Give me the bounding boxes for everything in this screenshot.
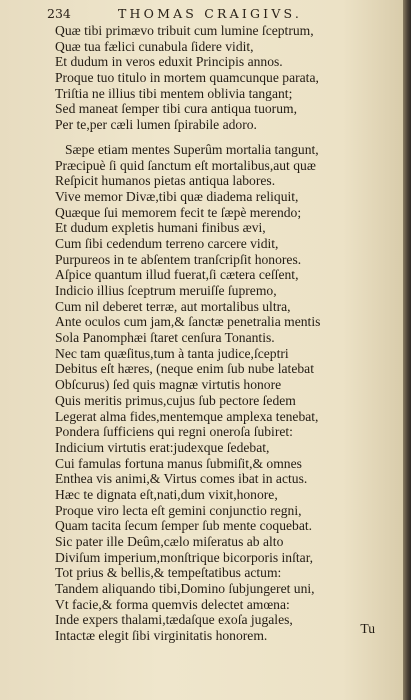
verse-line: Tandem aliquando tibi,Domino ſubjungeret uni, (55, 581, 315, 597)
verse-line: Proque tuo titulo in mortem quamcunque parata, (55, 70, 319, 86)
verse-line: Reſpicit humanos pietas antiqua labores. (55, 173, 276, 189)
verse-line: Sola Panomphæi ſtaret cenſura Tonantis. (55, 330, 275, 346)
verse-line: Hæc te dignata eſt,nati,dum vixit,honore, (55, 486, 278, 502)
book-edge-shadow (403, 0, 411, 700)
verse-line: Cum nil deberet terræ, aut mortalibus ultra, (55, 298, 291, 314)
poem-text (55, 23, 320, 644)
page-number: 234 (47, 6, 71, 21)
verse-line: Ante oculos cum jam,& ſanctæ penetralia mentis (55, 314, 321, 330)
verse-line: Sic pater ille Deûm,cælo miſeratus ab alto (55, 534, 284, 549)
verse-line: Enthea vis animi,& Virtus comes ibat in actus. (55, 471, 308, 487)
verse-line: Et dudum in veros eduxit Principis annos. (55, 54, 283, 70)
verse-line: Quam tacita ſecum ſemper ſub mente coquebat. (55, 518, 313, 534)
verse-line: Quæ tibi primævo tribuit cum lumine ſceptrum, (55, 23, 314, 38)
verse-line: Obſcurus) ſed quis magnæ virtutis honore (55, 377, 282, 393)
verse-line: Indicium virtutis erat:judexque ſedebat, (55, 439, 270, 455)
verse-line: Præcipuè ſi quid ſanctum eſt mortalibus,aut quæ (55, 157, 316, 173)
page-header (0, 4, 403, 22)
verse-line: Quæ tua fælici cunabula ſidere vidit, (55, 38, 254, 54)
verse-line: Cui famulas fortuna manus ſubmiſit,& omnes (55, 455, 302, 471)
verse-line: Nec tam quæſitus,tum à tanta judice,ſceptri (55, 345, 289, 361)
verse-line: Quis meritis primus,cujus ſub pectore ſedem (55, 392, 296, 408)
stanza-break (55, 133, 320, 142)
verse-line: Debitus eſt hæres, (neque enim ſub nube latebat (55, 361, 314, 377)
verse-line: Purpureos in te abſentem tranſcripſit honores. (55, 251, 302, 267)
verse-line: Quæque ſui memorem fecit te ſæpè merendo; (55, 204, 302, 220)
verse-line: Pondera ſufficiens qui regni oneroſa ſubiret: (55, 424, 293, 440)
verse-line: Sed maneat ſemper tibi cura antiqua tuorum, (55, 101, 297, 117)
verse-line: Vive memor Divæ,tibi quæ diadema reliquit, (55, 188, 299, 204)
running-head: THOMAS CRAIGIVS. (118, 6, 303, 21)
verse-line: Vt facie,& forma quemvis delectet amœna: (55, 596, 290, 612)
verse-line: Triſtia ne illius tibi mentem oblivia tangant; (55, 85, 293, 101)
verse-line: Inde expers thalami,tædaſque exoſa jugales, (55, 612, 293, 628)
verse-line: Intactæ elegit ſibi virginitatis honorem. (55, 628, 268, 644)
verse-line: Per te,per cæli lumen ſpirabile adoro. (55, 117, 257, 133)
verse-line: Diviſum imperium,monſtrique bicorporis inſtar, (55, 549, 314, 565)
verse-line: Indicio illius ſceptrum meruiſſe ſupremo, (55, 283, 277, 298)
verse-line: Aſpice quantum illud fuerat,ſi cætera ceſſent, (55, 267, 299, 283)
verse-line: Cum ſibi cedendum terreno carcere vidit, (55, 235, 279, 251)
verse-line: Legerat alma fides,mentemque amplexa tenebat, (55, 408, 319, 424)
verse-line: Tot prius & bellis,& tempeſtatibus actum: (55, 565, 282, 581)
verse-line: Et dudum expletis humani finibus ævi, (55, 220, 266, 236)
catchword: Tu (360, 621, 375, 636)
verse-line: Sæpe etiam mentes Superûm mortalia tangunt, (65, 141, 319, 157)
verse-line: Proque viro lecta eſt gemini conjunctio regni, (55, 502, 302, 518)
